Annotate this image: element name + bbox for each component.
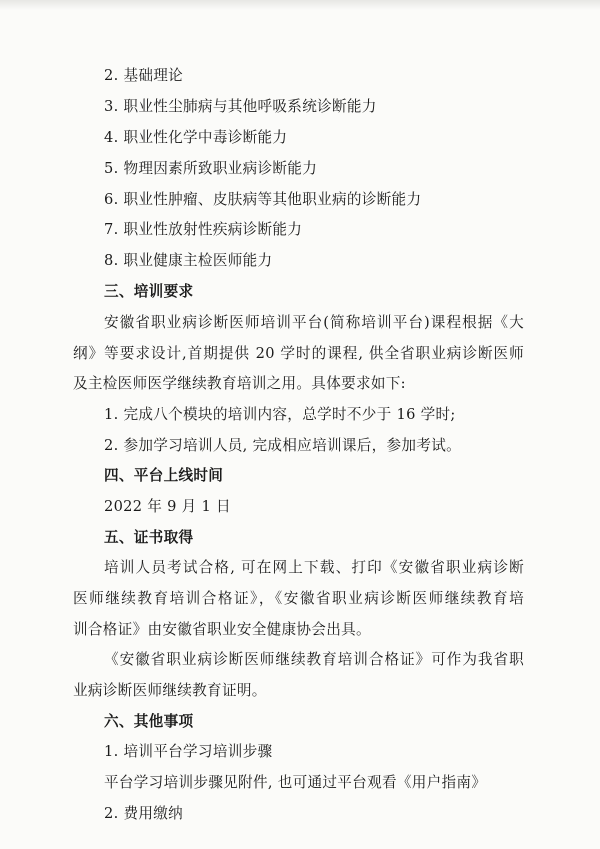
section-3-paragraph-line-2: 纲》等要求设计,首期提供 20 学时的课程, 供全省职业病诊断医师 [73,345,524,362]
list-item-5: 5. 物理因素所致职业病诊断能力 [104,160,318,177]
section-6-item-1-text: 平台学习培训步骤见附件, 也可通过平台观看《用户指南》 [104,774,487,791]
section-4-heading: 四、平台上线时间 [104,467,224,484]
section-5-paragraph-2-line-1: 《安徽省职业病诊断医师继续教育培训合格证》可作为我省职 [104,651,524,668]
section-3-item-1: 1. 完成八个模块的培训内容，总学时不少于 16 学时; [104,406,456,423]
section-5-paragraph-2-line-2: 业病诊断医师继续教育证明。 [73,682,267,699]
section-6-item-1: 1. 培训平台学习培训步骤 [104,743,273,760]
section-3-item-2: 2. 参加学习培训人员, 完成相应培训课后，参加考试。 [104,437,462,454]
list-item-6: 6. 职业性肿瘤、皮肤病等其他职业病的诊断能力 [104,191,422,208]
section-6-heading: 六、其他事项 [104,713,194,730]
section-6-item-2: 2. 费用缴纳 [104,805,184,822]
section-3-paragraph-line-3: 及主检医师医学继续教育培训之用。具体要求如下: [73,375,406,392]
section-3-heading: 三、培训要求 [104,283,194,300]
launch-date: 2022 年 9 月 1 日 [104,498,231,515]
list-item-2: 2. 基础理论 [104,67,184,84]
section-5-paragraph-1-line-2: 医师继续教育培训合格证》，《安徽省职业病诊断医师继续教育培 [73,590,524,607]
section-3-paragraph-line-1: 安徽省职业病诊断医师培训平台(简称培训平台)课程根据《大 [104,314,524,331]
section-5-paragraph-1-line-3: 训合格证》由安徽省职业安全健康协会出具。 [73,621,371,638]
section-5-paragraph-1-line-1: 培训人员考试合格, 可在网上下载、打印《安徽省职业病诊断 [104,559,524,576]
scan-edge [0,0,600,10]
list-item-3: 3. 职业性尘肺病与其他呼吸系统诊断能力 [104,98,377,115]
section-5-heading: 五、证书取得 [104,529,194,546]
list-item-8: 8. 职业健康主检医师能力 [104,252,273,269]
list-item-4: 4. 职业性化学中毒诊断能力 [104,129,288,146]
list-item-7: 7. 职业性放射性疾病诊断能力 [104,221,303,238]
